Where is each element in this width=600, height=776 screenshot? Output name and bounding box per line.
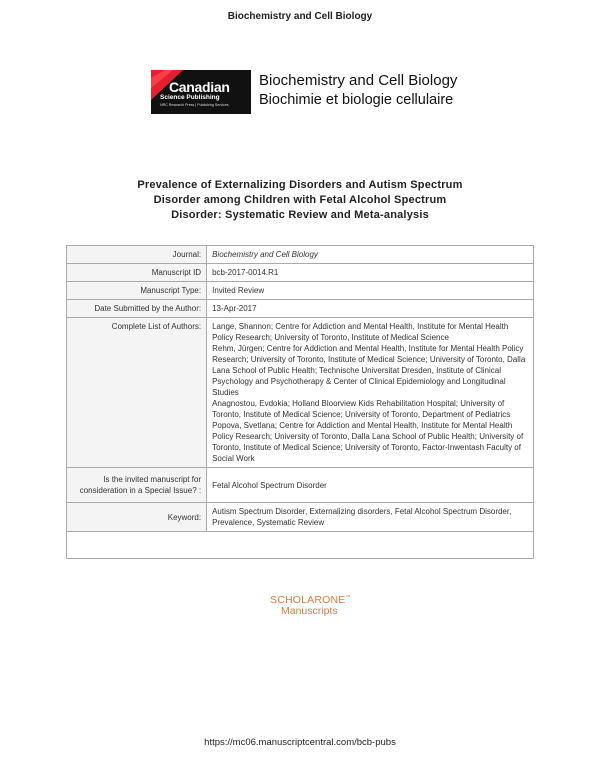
logo-line1: Canadian bbox=[169, 79, 230, 95]
scholarone-logo bbox=[270, 594, 350, 617]
trademark-symbol: ™ bbox=[345, 594, 351, 601]
manuscript-id-value: bcb-2017-0014.R1 bbox=[207, 264, 534, 282]
journal-name-french: Biochimie et biologie cellulaire bbox=[259, 92, 454, 108]
logo-line3: NRC Research Press | Publishing Services bbox=[160, 103, 229, 107]
authors-label: Complete List of Authors: bbox=[67, 318, 207, 468]
journal-row bbox=[67, 246, 534, 264]
manuscript-id-label: Manuscript ID bbox=[67, 264, 207, 282]
title-line: Disorder: Systematic Review and Meta-analysis bbox=[171, 209, 429, 221]
keyword-row bbox=[67, 503, 534, 532]
scholarone-text: SCHOLARONE bbox=[270, 594, 346, 606]
running-head: Biochemistry and Cell Biology bbox=[227, 11, 373, 22]
special-issue-row bbox=[67, 468, 534, 503]
author-entry: Lange, Shannon; Centre for Addiction and Mental Health, Institute for Mental Health Policy Research; University of Toronto, Institute of Medical Science bbox=[212, 322, 509, 342]
title-line: Prevalence of Externalizing Disorders and Autism Spectrum bbox=[137, 179, 463, 191]
empty-cell bbox=[67, 532, 534, 559]
authors-value bbox=[207, 318, 534, 468]
special-issue-value: Fetal Alcohol Spectrum Disorder bbox=[207, 468, 534, 503]
manuscript-type-label: Manuscript Type: bbox=[67, 282, 207, 300]
manuscript-type-row bbox=[67, 282, 534, 300]
title-line: Disorder among Children with Fetal Alcohol Spectrum bbox=[153, 194, 447, 206]
author-entry: Rehm, Jürgen; Centre for Addiction and Mental Health, Institute for Mental Health Policy Research; University of Toronto, Institute of Medical Science; University of Toronto, Dalla Lana School of Public Health; Technische Universitat Dresden, Institute of Clinical Psychology and Psychotherapy & Center of Clinical Epidemiology and Longitudinal Studies bbox=[212, 344, 526, 397]
journal-value: Biochemistry and Cell Biology bbox=[207, 246, 534, 264]
date-submitted-value: 13-Apr-2017 bbox=[207, 300, 534, 318]
author-entry: Anagnostou, Evdokia; Holland Bloorview Kids Rehabilitation Hospital; University of Toronto, Institute of Medical Science; University of Toronto, Department of Pediatrics bbox=[212, 399, 511, 419]
keyword-value: Autism Spectrum Disorder, Externalizing disorders, Fetal Alcohol Spectrum Disorder, Prevalence, Systematic Review bbox=[207, 503, 534, 532]
scholarone-manuscripts-text: Manuscripts bbox=[281, 605, 338, 617]
date-submitted-row bbox=[67, 300, 534, 318]
date-submitted-label: Date Submitted by the Author: bbox=[67, 300, 207, 318]
footer-url: https://mc06.manuscriptcentral.com/bcb-pubs bbox=[204, 737, 396, 748]
article-title bbox=[80, 178, 520, 223]
author-entry: Popova, Svetlana; Centre for Addiction and Mental Health, Institute for Mental Health Policy Research; University of Toronto, Dalla Lana School of Public Health; University of Toronto, Institute of Medical Science; University of Toronto, Factor-Inwentash Faculty of Social Work bbox=[212, 421, 524, 463]
journal-name-english: Biochemistry and Cell Biology bbox=[259, 72, 458, 89]
keyword-label: Keyword: bbox=[67, 503, 207, 532]
logo-line2: Science Publishing bbox=[160, 94, 220, 101]
manuscript-type-value: Invited Review bbox=[207, 282, 534, 300]
canadian-science-publishing-logo-icon bbox=[151, 70, 251, 114]
empty-row bbox=[67, 532, 534, 559]
journal-label: Journal: bbox=[67, 246, 207, 264]
special-issue-label: Is the invited manuscript for consideration in a Special Issue? : bbox=[67, 468, 207, 503]
authors-row bbox=[67, 318, 534, 468]
manuscript-info-table bbox=[66, 245, 534, 559]
publisher-logo bbox=[151, 70, 458, 114]
manuscript-id-row bbox=[67, 264, 534, 282]
